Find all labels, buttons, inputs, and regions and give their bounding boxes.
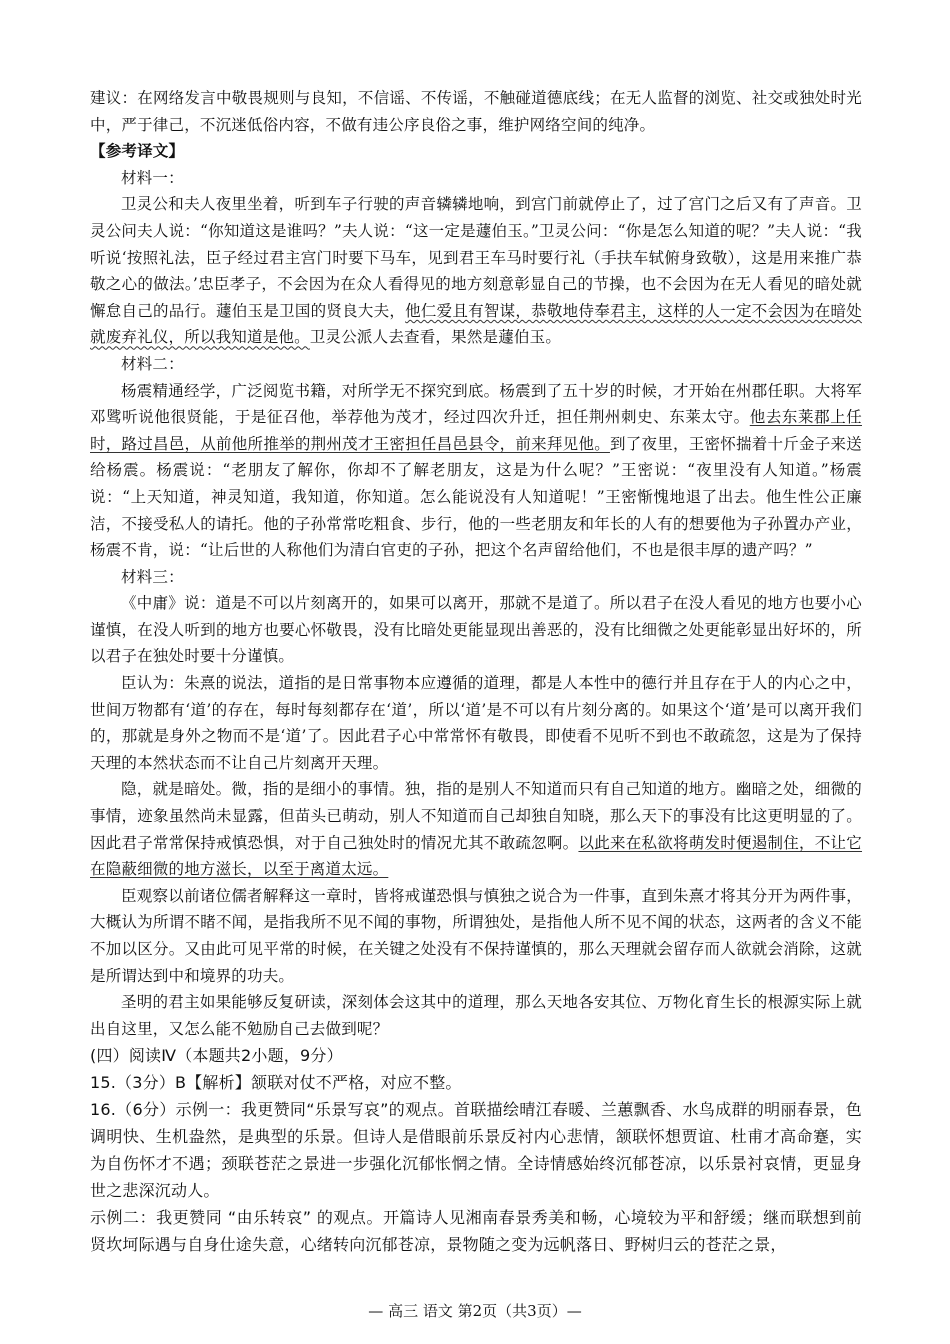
material-3-paragraph-4: 臣观察以前诸位儒者解释这一章时，皆将戒谨恐惧与慎独之说合为一件事，直到朱熹才将其分开为两件事，大概认为所谓不睹不闻，是指我所不见不闻的事物，所谓独处，是指他人所不见不闻的状态，这两者的含义不能不加以区分。又由此可见平常的时候，在关键之处没有不保持谨慎的，那么天理就会留存而人欲就会消除，这就是所谓达到中和境界的功夫。 [90, 886, 862, 985]
answer-content [90, 85, 862, 1258]
material-3-paragraph-3 [90, 776, 862, 882]
answer-q15: 15.（3分）B【解析】颔联对仗不严格，对应不整。 [90, 1073, 462, 1093]
material-3-paragraph-5: 圣明的君主如果能够反复研读，深刻体会这其中的道理，那么天地各安其位、万物化育生长的根源实际上就出自这里，又怎么能不勉励自己去做到呢？ [90, 993, 862, 1038]
material-1-text-a: 卫灵公和夫人夜里坐着，听到车子行驶的声音辚辚地响，到宫门前就停止了，过了宫门之后又有了声音。卫灵公问夫人说：“你知道这是谁吗？”夫人说：“这一定是蘧伯玉。”卫灵公问：“你是怎么知道的呢？”夫人说：“我听说‘按照礼法，臣子经过君主宫门时要下马车，见到君王车马时要行礼（手扶车轼俯身致敬），这是用来推广恭敬之心的做法。’忠臣孝子，不会因为在众人看得见的地方刻意彰显自己的节操，也不会因为在无人看见的暗处就懈怠自己的品行。蘧伯玉是卫国的贤良大夫， [90, 195, 862, 320]
material-1-text-b: 卫灵公派人去查看，果然是蘧伯玉。 [309, 328, 562, 347]
material-1-label: 材料一： [121, 168, 184, 187]
material-3-underlined-text: 以此来在私欲将萌发时便遏制住，不让它在隐蔽细微的地方滋长，以至于离道太远。 [90, 833, 863, 879]
material-3-paragraph-2: 臣认为：朱熹的说法，道指的是日常事物本应遵循的道理，都是人本性中的德行并且存在于人的内心之中，世间万物都有‘道’的存在，每时每刻都存在‘道’，所以‘道’是不可以有片刻分离的。如果这个‘道’是可以离开我们的，那就是身外之物而不是‘道’了。因此君子心中常常怀有敬畏，即使看不见听不到也不敢疏忽，这是为了保持天理的本然状态而不让自己片刻离开天理。 [90, 674, 862, 772]
section-4-heading: (四）阅读Ⅳ（本题共2小题，9分） [90, 1046, 343, 1066]
material-2-label: 材料二： [121, 354, 184, 373]
material-2-underlined-text: 他去东莱郡上任时，路过昌邑，从前他所推举的荆州茂才王密担任昌邑县令，前来拜见他。 [90, 408, 862, 453]
answer-example-2: 示例二：我更赞同 “由乐转哀” 的观点。开篇诗人见湘南春景秀美和畅，心境较为平和舒缓；继而联想到前贤坎坷际遇与自身仕途失意，心绪转向沉郁苍凉，景物随之变为远帆落日、野树归云的苍茫之景， [90, 1208, 862, 1255]
material-1-wavy-text: 他仁爱且有智谋，恭敬地侍奉君主，这样的人一定不会因为在暗处就废弃礼仪，所以我知道是他。 [90, 301, 862, 347]
suggestion-paragraph: 建议：在网络发言中敬畏规则与良知，不信谣、不传谣，不触碰道德底线；在无人监督的浏览、社交或独处时光中，严于律己，不沉迷低俗内容，不做有违公序良俗之事，维护网络空间的纯净。 [90, 89, 862, 134]
answer-q16: 16.（6分）示例一：我更赞同“乐景写哀”的观点。首联描绘晴江春暖、兰蕙飘香、水鸟成群的明丽春景，色调明快、生机盎然，是典型的乐景。但诗人是借眼前乐景反衬内心悲情，颔联怀想贾谊、杜甫才高命蹇，实为自伤怀才不遇；颈联苍茫之景进一步强化沉郁怅惘之情。全诗情感始终沉郁苍凉，以乐景衬哀情，更显身世之悲深沉动人。 [90, 1100, 862, 1201]
page-footer: — 高三 语文 第2页（共3页）— [368, 1302, 582, 1320]
material-1-paragraph [90, 191, 862, 351]
material-3-paragraph-1: 《中庸》说：道是不可以片刻离开的，如果可以离开，那就不是道了。所以君子在没人看见的地方也要小心谨慎，在没人听到的地方也要心怀敬畏，没有比暗处更能显现出善恶的，没有比细微之处更能彰显出好坏的，所以君子在独处时要十分谨慎。 [90, 594, 862, 666]
material-2-text-b: 到了夜里，王密怀揣着十斤金子来送给杨震。杨震说：“老朋友了解你，你却不了解老朋友，这是为什么呢？”王密说：“夜里没有人知道。”杨震说：“上天知道，神灵知道，我知道，你知道。怎么能说没有人知道呢！”王密惭愧地退了出去。他生性公正廉洁，不接受私人的请托。他的子孙常常吃粗食、步行，他的一些老朋友和年长的人有的想要他为子孙置办产业，杨震不肯，说：“让后世的人称他们为清白官吏的子孙，把这个名声留给他们，不也是很丰厚的遗产吗？” [90, 434, 862, 560]
material-3-label: 材料三： [121, 567, 184, 586]
reference-translation-heading: 【参考译文】 [90, 141, 185, 161]
material-2-text-a: 杨震精通经学，广泛阅览书籍，对所学无不探究到底。杨震到了五十岁的时候，才开始在州郡任职。大将军邓骘听说他很贤能，于是征召他，举荐他为茂才，经过四次升迁，担任荆州刺史、东莱太守。 [90, 381, 862, 427]
material-3-text-a: 隐，就是暗处。微，指的是细小的事情。独，指的是别人不知道而只有自己知道的地方。幽暗之处，细微的事情，迹象虽然尚未显露，但苗头已萌动，别人不知道而自己却独自知晓，那么天下的事没有比这更明显的了。因此君子常常保持戒慎恐惧，对于自己独处时的情况尤其不敢疏忽啊。 [90, 780, 862, 852]
material-2-paragraph [90, 378, 862, 564]
